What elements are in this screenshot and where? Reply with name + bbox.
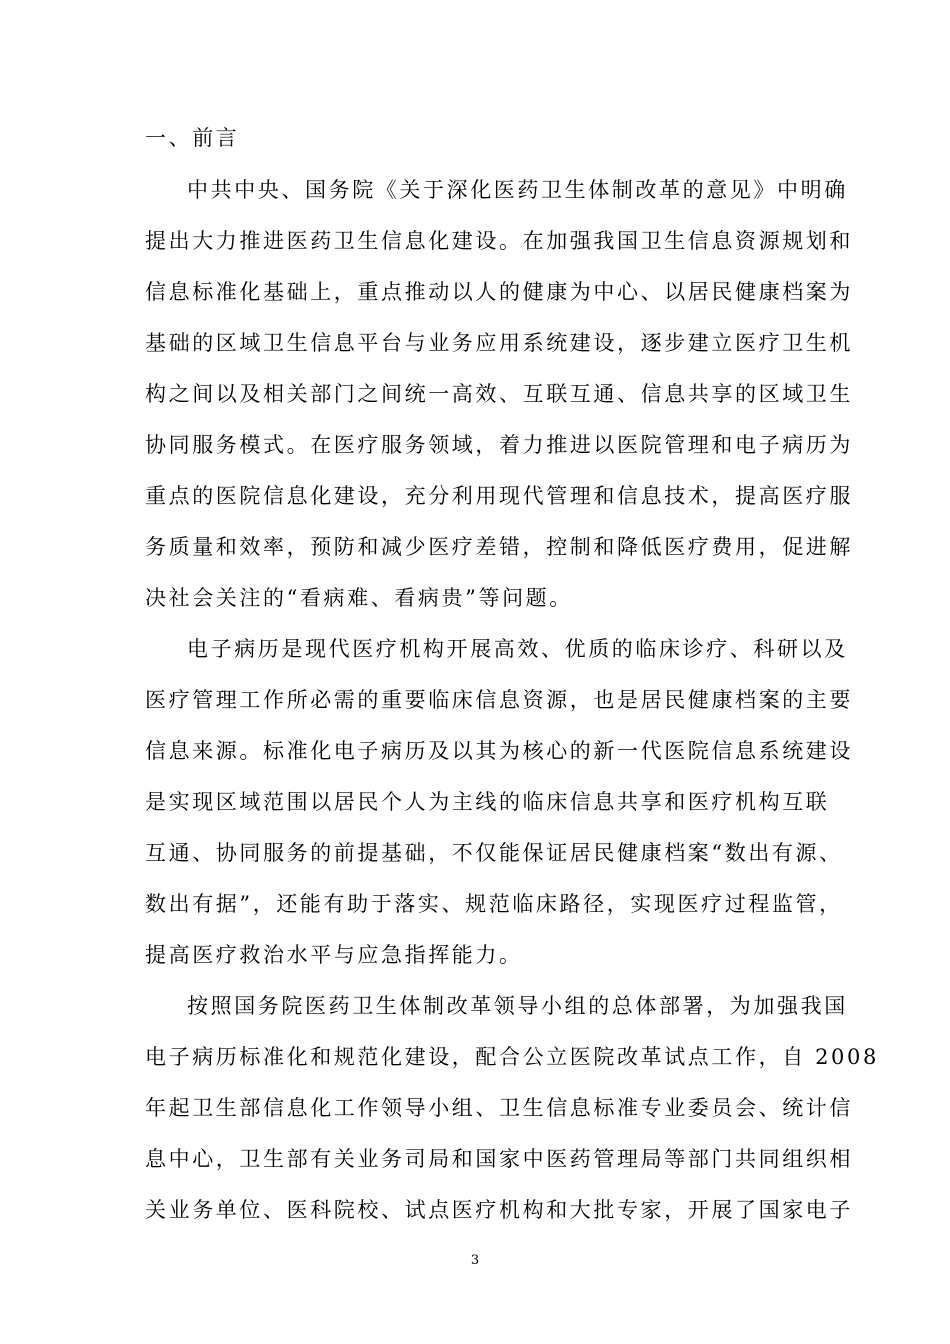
section-heading: 一、前言: [145, 126, 240, 150]
paragraph-line: 是实现区域范围以居民个人为主线的临床信息共享和医疗机构互联: [145, 790, 830, 814]
paragraph-line: 重点的医院信息化建设，充分利用现代管理和信息技术，提高医疗服: [145, 484, 853, 508]
paragraph-line: 年起卫生部信息化工作领导小组、卫生信息标准专业委员会、统计信: [145, 1096, 853, 1120]
paragraph-line: 信息标准化基础上，重点推动以人的健康为中心、以居民健康档案为: [145, 280, 853, 304]
paragraph-line: 信息来源。标准化电子病历及以其为核心的新一代医院信息系统建设: [145, 739, 853, 763]
paragraph-line: 构之间以及相关部门之间统一高效、互联互通、信息共享的区域卫生: [145, 382, 853, 406]
paragraph-line: 数出有据”，还能有助于落实、规范临床路径，实现医疗过程监管，: [145, 892, 843, 916]
paragraph-line: 关业务单位、医科院校、试点医疗机构和大批专家，开展了国家电子: [145, 1198, 853, 1222]
paragraph-line: 电子病历标准化和规范化建设，配合公立医院改革试点工作，自 2008: [145, 1045, 879, 1069]
paragraph-line: 医疗管理工作所必需的重要临床信息资源，也是居民健康档案的主要: [145, 688, 853, 712]
page-number: 3: [470, 1253, 480, 1268]
paragraph-line: 决社会关注的“看病难、看病贵”等问题。: [145, 586, 573, 610]
paragraph-line: 协同服务模式。在医疗服务领域，着力推进以医院管理和电子病历为: [145, 433, 853, 457]
paragraph-line: 电子病历是现代医疗机构开展高效、优质的临床诊疗、科研以及: [187, 637, 848, 661]
paragraph-line: 息中心，卫生部有关业务司局和国家中医药管理局等部门共同组织相: [145, 1147, 853, 1171]
paragraph-line: 中共中央、国务院《关于深化医药卫生体制改革的意见》中明确: [187, 178, 848, 202]
paragraph-line: 提高医疗救治水平与应急指挥能力。: [145, 943, 523, 967]
paragraph-line: 基础的区域卫生信息平台与业务应用系统建设，逐步建立医疗卫生机: [145, 331, 853, 355]
paragraph-line: 按照国务院医药卫生体制改革领导小组的总体部署，为加强我国: [187, 994, 848, 1018]
paragraph-line: 提出大力推进医药卫生信息化建设。在加强我国卫生信息资源规划和: [145, 229, 853, 253]
paragraph-line: 互通、协同服务的前提基础，不仅能保证居民健康档案“数出有源、: [145, 841, 843, 865]
paragraph-line: 务质量和效率，预防和减少医疗差错，控制和降低医疗费用，促进解: [145, 535, 853, 559]
